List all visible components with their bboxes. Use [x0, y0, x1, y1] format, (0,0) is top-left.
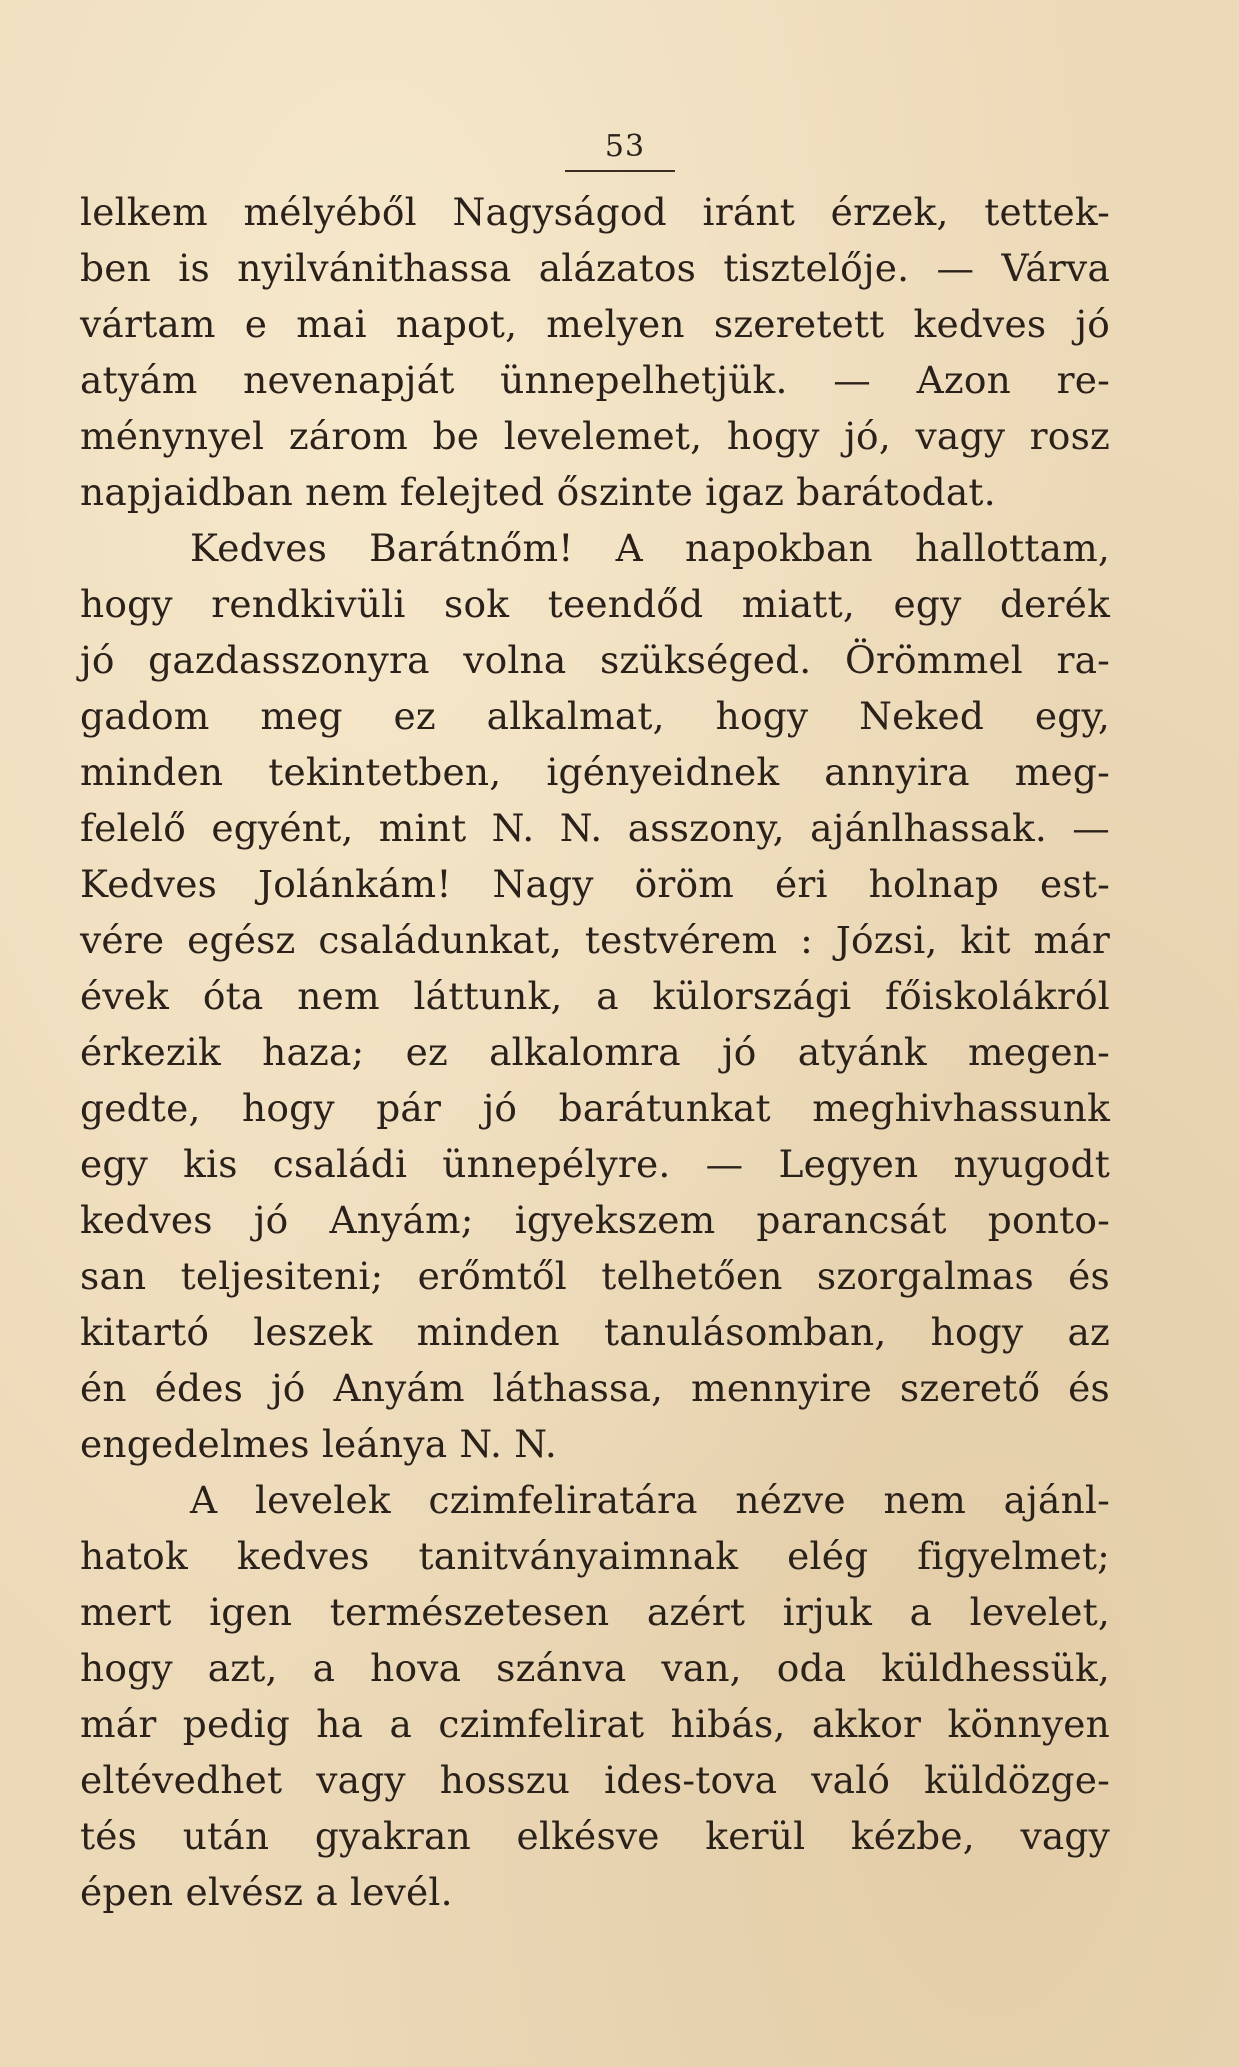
text-line: lelkem mélyéből Nagyságod iránt érzek, tettek-	[80, 190, 1110, 234]
text-line: hogy azt, a hova szánva van, oda küldhessük,	[80, 1646, 1110, 1690]
text-line: jó gazdasszonyra volna szükséged. Örömmel ra-	[80, 638, 1110, 682]
text-line: vére egész családunkat, testvérem : Józsi, kit már	[80, 918, 1110, 962]
text-line: érkezik haza; ez alkalomra jó atyánk megen-	[80, 1030, 1110, 1074]
text-line: Kedves Barátnőm! A napokban hallottam,	[190, 526, 1110, 570]
text-line: hatok kedves tanitványaimnak elég figyelmet;	[80, 1534, 1110, 1578]
text-line: Kedves Jolánkám! Nagy öröm éri holnap est-	[80, 862, 1110, 906]
book-page	[80, 130, 1110, 1920]
page-number-rule	[565, 170, 675, 172]
text-line: A levelek czimfeliratára nézve nem ajánl-	[190, 1478, 1110, 1522]
text-line: napjaidban nem felejted őszinte igaz barátodat.	[80, 470, 996, 514]
text-line: engedelmes leánya N. N.	[80, 1422, 557, 1466]
text-line: mert igen természetesen azért irjuk a levelet,	[80, 1590, 1110, 1634]
text-line: gadom meg ez alkalmat, hogy Neked egy,	[80, 694, 1110, 738]
text-line: kitartó leszek minden tanulásomban, hogy az	[80, 1310, 1110, 1354]
body-text	[80, 184, 1110, 1920]
text-line: gedte, hogy pár jó barátunkat meghivhassunk	[80, 1086, 1110, 1130]
text-line: évek óta nem láttunk, a külországi főiskolákról	[80, 974, 1110, 1018]
text-line: vártam e mai napot, melyen szeretett kedves jó	[80, 302, 1110, 346]
text-line: ben is nyilvánithassa alázatos tisztelője. — Várva	[80, 246, 1110, 290]
text-line: hogy rendkivüli sok teendőd miatt, egy derék	[80, 582, 1110, 626]
text-line: kedves jó Anyám; igyekszem parancsát ponto-	[80, 1198, 1110, 1242]
text-line: egy kis családi ünnepélyre. — Legyen nyugodt	[80, 1142, 1110, 1186]
text-line: felelő egyént, mint N. N. asszony, ajánlhassak. —	[80, 806, 1110, 850]
text-line: san teljesiteni; erőmtől telhetően szorgalmas és	[80, 1254, 1110, 1298]
text-line: ménynyel zárom be levelemet, hogy jó, vagy rosz	[80, 414, 1110, 458]
text-line: atyám nevenapját ünnepelhetjük. — Azon re-	[80, 358, 1110, 402]
text-line: minden tekintetben, igényeidnek annyira meg-	[80, 750, 1110, 794]
text-line: épen elvész a levél.	[80, 1870, 453, 1914]
text-line: tés után gyakran elkésve kerül kézbe, vagy	[80, 1814, 1110, 1858]
text-line: én édes jó Anyám láthassa, mennyire szerető és	[80, 1366, 1110, 1410]
text-line: már pedig ha a czimfelirat hibás, akkor könnyen	[80, 1702, 1110, 1746]
text-line: eltévedhet vagy hosszu ides-tova való küldözge-	[80, 1758, 1110, 1802]
page-number: 53	[604, 129, 646, 164]
